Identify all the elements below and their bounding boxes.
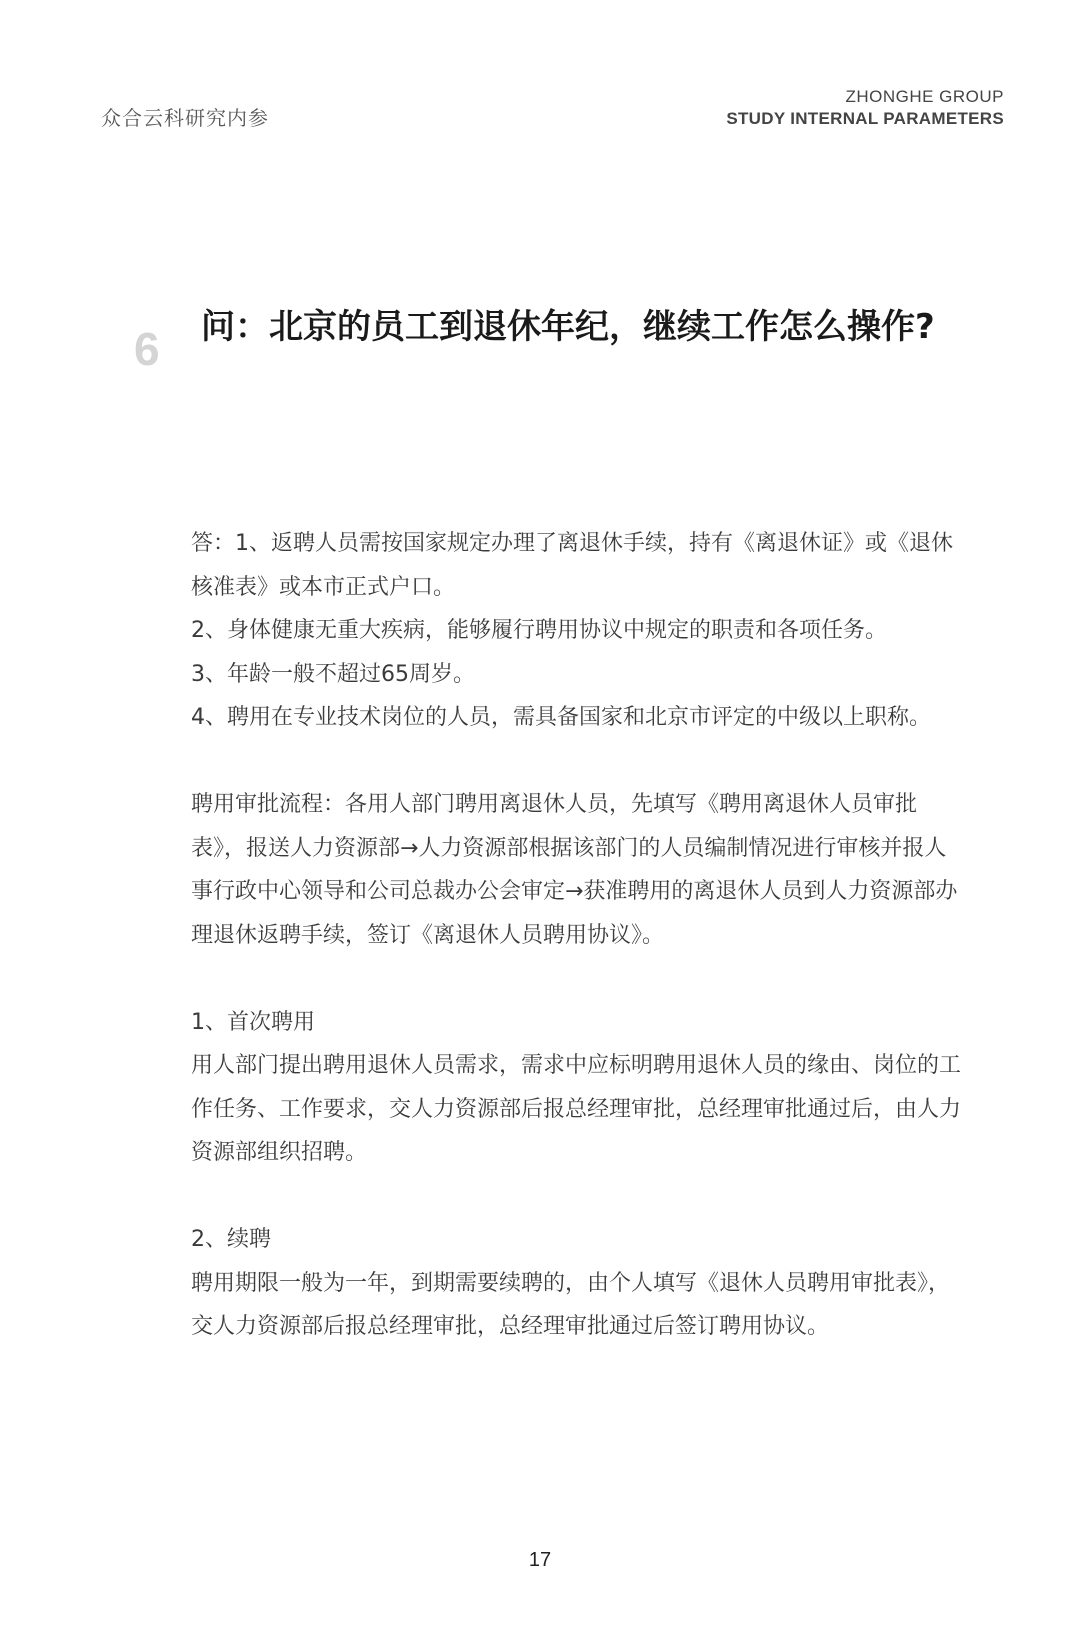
brand-name: ZHONGHE GROUP (845, 87, 1004, 106)
brand-block (726, 86, 1004, 130)
answer-body (191, 522, 966, 1349)
answer-point-3: 3、年龄一般不超过65周岁。 (191, 661, 475, 687)
answer-point-4: 4、聘用在专业技术岗位的人员，需具备国家和北京市评定的中级以上职称。 (191, 705, 931, 730)
question-title: 问：北京的员工到退休年纪，继续工作怎么操作? (201, 307, 935, 347)
answer-point-1: 答：1、返聘人员需按国家规定办理了离退休手续，持有《离退休证》或《退休核准表》或本市正式户口。 (191, 531, 953, 600)
answer-point-2: 2、身体健康无重大疾病，能够履行聘用协议中规定的职责和各项任务。 (191, 618, 887, 643)
question-number: 6 (134, 323, 160, 375)
renewal-text: 聘用期限一般为一年，到期需要续聘的，由个人填写《退休人员聘用审批表》，交人力资源部后报总经理审批，总经理审批通过后签订聘用协议。 (191, 1270, 951, 1339)
approval-process-text: 聘用审批流程：各用人部门聘用离退休人员，先填写《聘用离退休人员审批表》，报送人力资源部→人力资源部根据该部门的人员编制情况进行审核并报人事行政中心领导和公司总裁办公会审定→获准聘用的离退休人员到人力资源部办理退休返聘手续，签订《离退休人员聘用协议》。 (191, 792, 958, 948)
page-number: 17 (528, 1549, 552, 1571)
brand-subtitle: STUDY INTERNAL PARAMETERS (726, 109, 1004, 128)
spacer (191, 957, 966, 1001)
spacer (191, 1175, 966, 1219)
first-hire-text: 用人部门提出聘用退休人员需求，需求中应标明聘用退休人员的缘由、岗位的工作任务、工作要求，交人力资源部后报总经理审批，总经理审批通过后，由人力资源部组织招聘。 (191, 1053, 962, 1165)
publication-title: 众合云科研究内参 (101, 106, 269, 130)
first-hire-heading: 1、首次聘用 (191, 1009, 315, 1035)
spacer (191, 740, 966, 784)
renewal-heading: 2、续聘 (191, 1227, 271, 1252)
